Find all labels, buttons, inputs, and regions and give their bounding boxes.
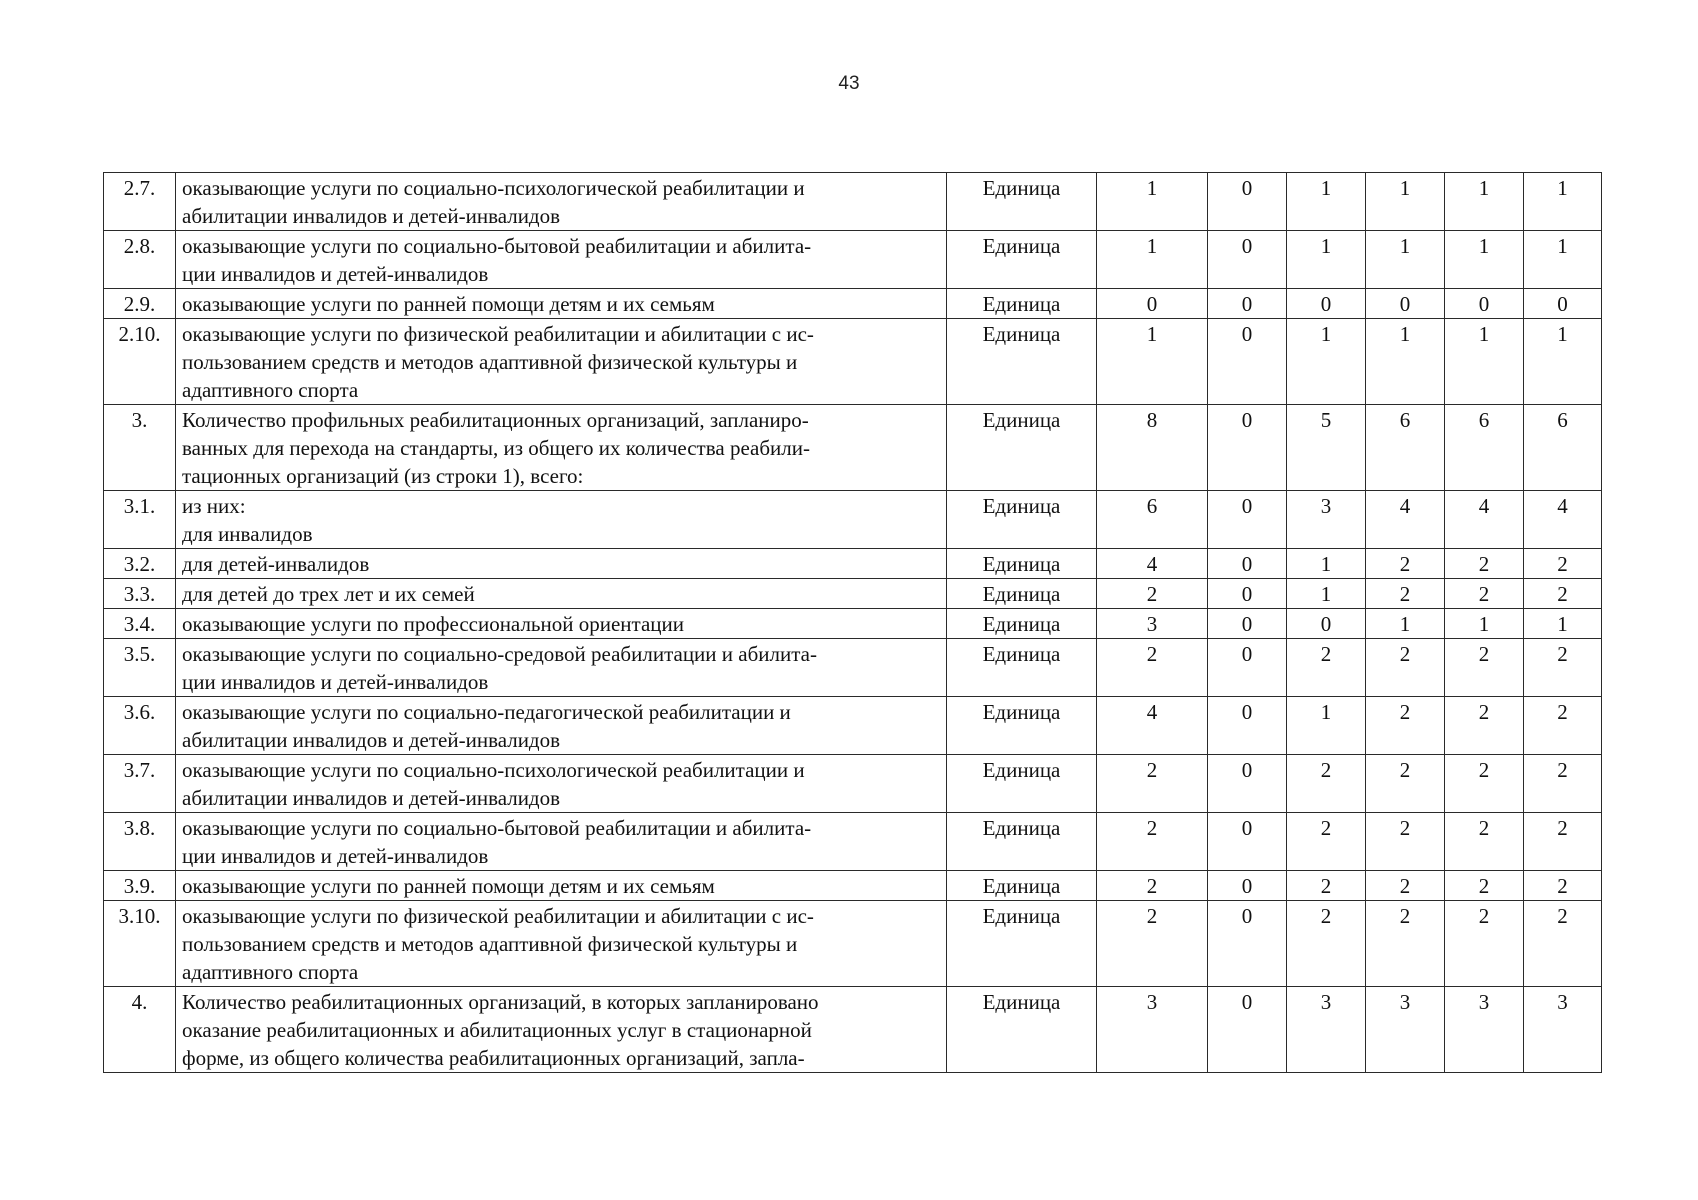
row-value-3: 5 [1287,405,1366,491]
table-row [104,609,1602,639]
row-value-3: 1 [1287,579,1366,609]
row-number: 3.3. [104,579,176,609]
row-value-5: 2 [1445,549,1524,579]
table-row [104,697,1602,755]
row-number: 3.4. [104,609,176,639]
row-value-1: 2 [1097,901,1208,987]
description-line: из них: [182,494,246,518]
row-value-4: 2 [1366,639,1445,697]
row-value-5: 2 [1445,901,1524,987]
row-value-4: 2 [1366,813,1445,871]
row-value-1: 1 [1097,173,1208,231]
row-number: 3.6. [104,697,176,755]
description-line: ванных для перехода на стандарты, из общего их количества реабили- [182,436,810,460]
row-value-6: 6 [1524,405,1602,491]
table-row [104,755,1602,813]
description-line: оказывающие услуги по социально-педагогической реабилитации и [182,700,791,724]
row-number: 3.9. [104,871,176,901]
description-line: оказывающие услуги по физической реабилитации и абилитации с ис- [182,904,814,928]
description-line: оказывающие услуги по профессиональной ориентации [182,612,684,636]
row-value-6: 2 [1524,755,1602,813]
row-number: 2.8. [104,231,176,289]
row-value-5: 1 [1445,609,1524,639]
row-value-1: 2 [1097,579,1208,609]
row-unit: Единица [947,901,1097,987]
description-line: тационных организаций (из строки 1), всего: [182,464,584,488]
description-line: оказывающие услуги по социально-психологической реабилитации и [182,758,805,782]
row-value-3: 2 [1287,901,1366,987]
description-line: оказывающие услуги по ранней помощи детям и их семьям [182,292,715,316]
row-unit: Единица [947,549,1097,579]
row-value-1: 6 [1097,491,1208,549]
table-row [104,173,1602,231]
row-value-4: 2 [1366,871,1445,901]
row-value-3: 0 [1287,609,1366,639]
row-value-2: 0 [1208,319,1287,405]
row-value-3: 2 [1287,813,1366,871]
row-description [176,813,947,871]
row-value-6: 2 [1524,697,1602,755]
row-description [176,549,947,579]
row-number: 2.9. [104,289,176,319]
row-number: 3.5. [104,639,176,697]
row-value-3: 1 [1287,319,1366,405]
row-value-6: 2 [1524,901,1602,987]
row-value-2: 0 [1208,405,1287,491]
row-value-5: 1 [1445,173,1524,231]
row-value-4: 2 [1366,549,1445,579]
row-value-4: 6 [1366,405,1445,491]
row-value-3: 1 [1287,231,1366,289]
table-row [104,901,1602,987]
row-value-1: 1 [1097,231,1208,289]
row-number: 3.8. [104,813,176,871]
row-unit: Единица [947,609,1097,639]
description-line: ции инвалидов и детей-инвалидов [182,844,489,868]
row-number: 3. [104,405,176,491]
row-value-2: 0 [1208,579,1287,609]
description-line: абилитации инвалидов и детей-инвалидов [182,786,561,810]
table-row [104,319,1602,405]
row-value-3: 2 [1287,755,1366,813]
row-description [176,491,947,549]
row-value-3: 3 [1287,987,1366,1073]
description-line: пользованием средств и методов адаптивной физической культуры и [182,350,798,374]
table-row [104,405,1602,491]
row-value-2: 0 [1208,609,1287,639]
row-description [176,697,947,755]
row-value-3: 0 [1287,289,1366,319]
table-row [104,491,1602,549]
row-value-6: 2 [1524,871,1602,901]
row-description [176,231,947,289]
row-description [176,755,947,813]
table-body [104,173,1602,1073]
row-value-6: 2 [1524,639,1602,697]
row-value-5: 2 [1445,697,1524,755]
description-line: оказание реабилитационных и абилитационных услуг в стационарной [182,1018,812,1042]
row-value-6: 0 [1524,289,1602,319]
table-row [104,231,1602,289]
description-line: Количество профильных реабилитационных организаций, запланиро- [182,408,809,432]
row-unit: Единица [947,755,1097,813]
row-number: 3.7. [104,755,176,813]
row-unit: Единица [947,639,1097,697]
row-value-5: 2 [1445,755,1524,813]
row-value-1: 3 [1097,609,1208,639]
description-line: Количество реабилитационных организаций, в которых запланировано [182,990,819,1014]
description-line: оказывающие услуги по социально-средовой реабилитации и абилита- [182,642,817,666]
row-number: 3.1. [104,491,176,549]
row-value-5: 2 [1445,639,1524,697]
row-value-4: 1 [1366,609,1445,639]
row-value-5: 6 [1445,405,1524,491]
row-description [176,405,947,491]
row-description [176,871,947,901]
row-value-5: 2 [1445,871,1524,901]
row-value-6: 3 [1524,987,1602,1073]
row-number: 3.10. [104,901,176,987]
row-value-6: 2 [1524,579,1602,609]
row-description [176,173,947,231]
row-value-6: 2 [1524,813,1602,871]
table-row [104,871,1602,901]
row-value-1: 2 [1097,871,1208,901]
table-row [104,639,1602,697]
row-value-4: 0 [1366,289,1445,319]
row-description [176,319,947,405]
row-value-2: 0 [1208,231,1287,289]
row-value-4: 1 [1366,319,1445,405]
row-value-2: 0 [1208,987,1287,1073]
row-value-1: 2 [1097,639,1208,697]
row-number: 2.7. [104,173,176,231]
row-value-4: 2 [1366,755,1445,813]
description-line: форме, из общего количества реабилитационных организаций, запла- [182,1046,805,1070]
row-unit: Единица [947,491,1097,549]
row-description [176,901,947,987]
row-value-3: 1 [1287,173,1366,231]
table-row [104,289,1602,319]
row-value-3: 3 [1287,491,1366,549]
row-value-4: 2 [1366,901,1445,987]
row-value-5: 2 [1445,579,1524,609]
row-value-5: 1 [1445,319,1524,405]
description-line: абилитации инвалидов и детей-инвалидов [182,204,561,228]
row-value-4: 4 [1366,491,1445,549]
row-unit: Единица [947,173,1097,231]
row-value-1: 4 [1097,549,1208,579]
description-line: адаптивного спорта [182,378,359,402]
indicators-table [103,172,1602,1073]
row-value-2: 0 [1208,901,1287,987]
description-line: оказывающие услуги по ранней помощи детям и их семьям [182,874,715,898]
row-value-1: 3 [1097,987,1208,1073]
row-value-4: 1 [1366,231,1445,289]
description-line: ции инвалидов и детей-инвалидов [182,262,489,286]
row-value-3: 2 [1287,871,1366,901]
row-value-6: 1 [1524,173,1602,231]
row-value-4: 1 [1366,173,1445,231]
row-value-3: 1 [1287,697,1366,755]
row-unit: Единица [947,871,1097,901]
row-value-1: 1 [1097,319,1208,405]
row-value-2: 0 [1208,491,1287,549]
row-value-1: 0 [1097,289,1208,319]
description-line: оказывающие услуги по социально-бытовой реабилитации и абилита- [182,816,812,840]
row-description [176,639,947,697]
row-value-2: 0 [1208,755,1287,813]
row-value-5: 0 [1445,289,1524,319]
row-value-2: 0 [1208,697,1287,755]
row-value-5: 2 [1445,813,1524,871]
row-value-1: 2 [1097,813,1208,871]
row-unit: Единица [947,405,1097,491]
row-description [176,609,947,639]
row-value-3: 2 [1287,639,1366,697]
table-row [104,813,1602,871]
row-unit: Единица [947,987,1097,1073]
row-description [176,987,947,1073]
row-number: 3.2. [104,549,176,579]
row-value-2: 0 [1208,549,1287,579]
row-value-1: 8 [1097,405,1208,491]
description-line: для инвалидов [182,522,313,546]
description-line: абилитации инвалидов и детей-инвалидов [182,728,561,752]
row-unit: Единица [947,697,1097,755]
row-value-2: 0 [1208,639,1287,697]
row-value-6: 4 [1524,491,1602,549]
row-value-3: 1 [1287,549,1366,579]
row-value-1: 2 [1097,755,1208,813]
description-line: для детей до трех лет и их семей [182,582,475,606]
row-value-5: 4 [1445,491,1524,549]
row-value-5: 3 [1445,987,1524,1073]
description-line: оказывающие услуги по социально-бытовой реабилитации и абилита- [182,234,812,258]
table-row [104,987,1602,1073]
row-value-5: 1 [1445,231,1524,289]
row-value-6: 1 [1524,231,1602,289]
row-value-2: 0 [1208,173,1287,231]
row-value-1: 4 [1097,697,1208,755]
row-unit: Единица [947,231,1097,289]
row-number: 2.10. [104,319,176,405]
row-value-4: 2 [1366,697,1445,755]
row-value-6: 2 [1524,549,1602,579]
table-row [104,579,1602,609]
row-value-4: 3 [1366,987,1445,1073]
row-value-6: 1 [1524,609,1602,639]
description-line: оказывающие услуги по физической реабилитации и абилитации с ис- [182,322,814,346]
row-value-6: 1 [1524,319,1602,405]
row-unit: Единица [947,289,1097,319]
description-line: для детей-инвалидов [182,552,370,576]
row-value-2: 0 [1208,813,1287,871]
row-unit: Единица [947,319,1097,405]
row-description [176,289,947,319]
description-line: оказывающие услуги по социально-психологической реабилитации и [182,176,805,200]
page-number: 43 [838,73,860,94]
table-row [104,549,1602,579]
row-description [176,579,947,609]
row-unit: Единица [947,813,1097,871]
row-value-2: 0 [1208,871,1287,901]
description-line: пользованием средств и методов адаптивной физической культуры и [182,932,798,956]
row-unit: Единица [947,579,1097,609]
description-line: ции инвалидов и детей-инвалидов [182,670,489,694]
description-line: адаптивного спорта [182,960,359,984]
row-number: 4. [104,987,176,1073]
row-value-2: 0 [1208,289,1287,319]
row-value-4: 2 [1366,579,1445,609]
